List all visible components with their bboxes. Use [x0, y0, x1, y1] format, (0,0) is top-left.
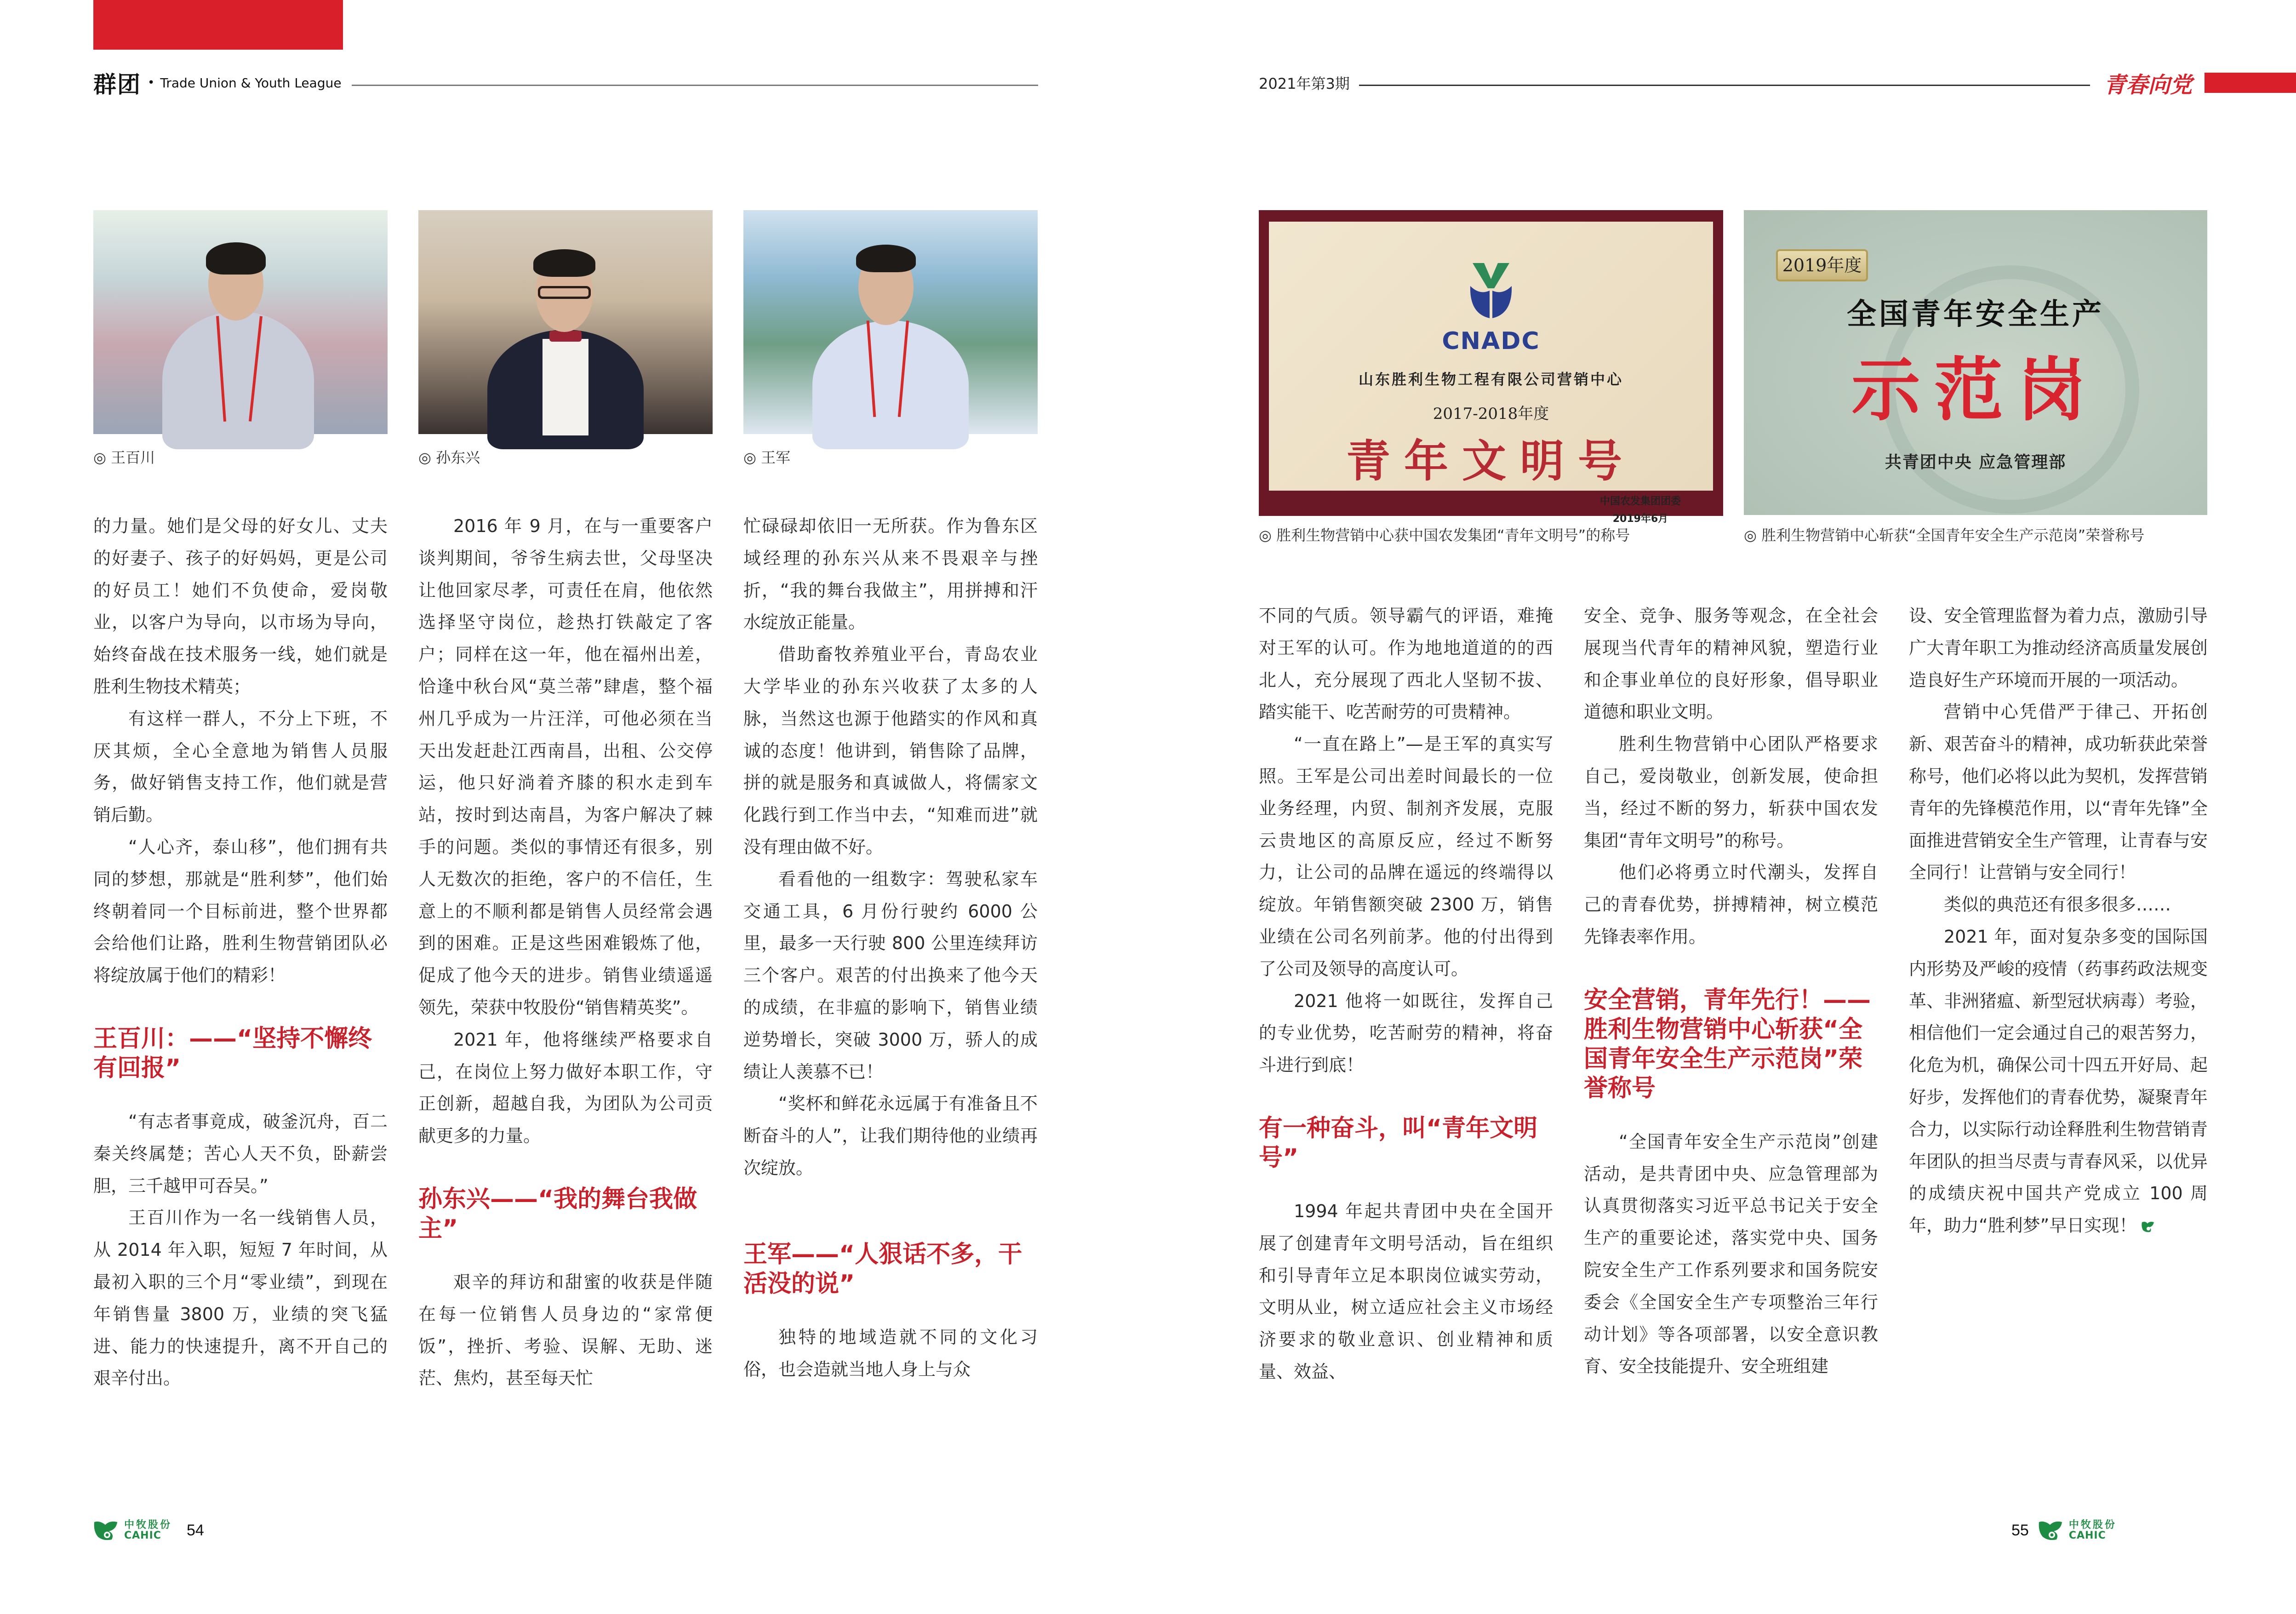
- text-span: 忙: [743, 516, 762, 536]
- paragraph: 胜利生物营销中心团队严格要求自己，爱岗敬业，创新发展，使命担当，经过不断的努力，斩获中国农发集团“青年文明号”的称号。: [1584, 734, 1878, 851]
- issuer-name: 中国农发集团团委: [1599, 496, 1681, 507]
- article-column-6: [1909, 600, 2208, 1242]
- paragraph: 看看他的一组数字：驾驶私家车交通工具，6 月份行驶约 6000 公里，最多一天行驶 800 公里连续拜访三个客户。艰苦的付出换来了他今天的成绩，在非瘟的影响下，销售业绩逆势增长，突破 3000 万，骄人的成绩让人羡慕不已！: [743, 869, 1038, 1082]
- paragraph: 类似的典范还有很多很多……: [1944, 894, 2171, 915]
- paragraph: [743, 510, 1038, 639]
- paragraph: 1994 年起共青团中央在全国开展了创建青年文明号活动，旨在组织和引导青年立足本职岗位诚实劳动，文明从业，树立适应社会主义市场经济要求的敬业意识、创业精神和质量、效益、: [1259, 1201, 1553, 1382]
- certificate-issuer: 共青团中央 应急管理部: [1885, 453, 2067, 472]
- paragraph: 2016 年 9 月，在与一重要客户谈判期间，爷爷生病去世，父母坚决让他回家尽孝，可责任在肩，他依然选择坚守岗位，趁热打铁敲定了客户；同样在这一年，他在福州出差，恰逢中秋台风“莫兰蒂”肆虐，整个福州几乎成为一片汪洋，可他必须在当天出发赶赴江西南昌，出租、公交停运，他只好淌着齐膝的积水走到车站，按时到达南昌，为客户解决了棘手的问题。类似的事情还有很多，别人无数次的拒绝，客户的不信任，生意上的不顺利都是销售人员经常会遇到的困难。正是这些困难锻炼了他，促成了他今天的进步。销售业绩遥遥领先，荣获中牧股份“销售精英奖”。: [418, 516, 713, 1018]
- article-column-5: [1584, 600, 1878, 1383]
- paragraph: 借助畜牧养殖业平台，青岛农业大学毕业的孙东兴收获了太多的人脉，当然这也源于他踏实的作风和真诚的态度！他讲到，销售除了品牌，拼的就是服务和真诚做人，将儒家文化践行到工作当中去，“知难而进”就没有理由做不好。: [743, 644, 1038, 857]
- certificate-logo-text: CNADC: [1442, 327, 1540, 355]
- logo-cn: 中牧股份: [2068, 1519, 2117, 1531]
- certificate-title: 青年文明号: [1346, 435, 1636, 487]
- photo-wang-jun: [743, 210, 1038, 434]
- paragraph: 营销中心凭借严于律己、开拓创新、艰苦奋斗的精神，成功斩获此荣誉称号，他们必将以此为契机，发挥营销青年的先锋模范作用，以“青年先锋”全面推进营销安全生产管理，让青春与安全同行！让营销与安全同行！: [1909, 702, 2208, 883]
- company-logo-text: [2069, 1520, 2117, 1541]
- column-title: 青春向党: [2103, 72, 2192, 98]
- paragraph: 王百川作为一名一线销售人员，从 2014 年入职，短短 7 年时间，从最初入职的三个月“零业绩”，到现在年销售量 3800 万，业绩的突飞猛进、能力的快速提升，离不开自己的艰辛付出。: [93, 1208, 388, 1389]
- certificate-title-line1: 全国青年安全生产: [1847, 297, 2104, 332]
- section-heading-wang-jun: 王军——“人狠话不多，干活没的说”: [743, 1240, 1022, 1298]
- running-head-left: [93, 64, 1038, 101]
- certificate-safety-model-post: [1744, 210, 2207, 515]
- article-column-2: [418, 510, 713, 1395]
- paragraph: 2021 年，他将继续严格要求自己，在岗位上努力做好本职工作，守正创新，超越自我，为团队为公司贡献更多的力量。: [418, 1029, 713, 1146]
- paragraph: [1909, 921, 2208, 1242]
- section-title: 群团: [93, 71, 141, 98]
- header-rule: [1359, 85, 2090, 86]
- section-heading-wang-baichuan: 王百川：——“坚持不懈终有回报”: [93, 1024, 372, 1082]
- paragraph: 独特的地域造就不同的文化习俗，也会造就当地人身上与众: [743, 1327, 1038, 1379]
- paragraph: 设、安全管理监督为着力点，激励引导广大青年职工为推动经济高质量发展创造良好生产环境而开展的一项活动。: [1909, 606, 2208, 690]
- cahic-logo-icon: [93, 1520, 119, 1541]
- photo-wang-baichuan: [93, 210, 388, 434]
- paragraph: 的力量。她们是父母的好女儿、丈夫的好妻子、孩子的好妈妈，更是公司的好员工！她们不负使命，爱岗敬业，以客户为导向，以市场为导向，始终奋战在技术服务一线，她们就是胜利生物技术精英；: [93, 516, 388, 697]
- paragraph: 他们必将勇立时代潮头，发挥自己的青春优势，拼搏精神，树立模范先锋表率作用。: [1584, 862, 1878, 947]
- paragraph: “奖杯和鲜花永远属于有准备且不断奋斗的人”，让我们期待他的业绩再次绽放。: [743, 1093, 1038, 1178]
- article-column-1: [93, 510, 388, 1395]
- photo-sun-dongxing: [418, 210, 713, 434]
- header-rule: [352, 85, 1038, 86]
- running-head-right: [1259, 64, 2192, 101]
- paragraph: “一直在路上”—是王军的真实写照。王军是公司出差时间最长的一位业务经理，内贸、制剂齐发展，克服云贵地区的高原反应，经过不断努力，让公司的品牌在遥远的终端得以绽放。年销售额突破 2300 万，销售业绩在公司名列前茅。他的付出得到了公司及领导的高度认可。: [1259, 734, 1553, 979]
- paragraph: 2021 他将一如既往，发挥自己的专业优势，吃苦耐劳的精神，将奋斗进行到底！: [1259, 990, 1553, 1076]
- certificate-organization: 山东胜利生物工程有限公司营销中心: [1358, 371, 1623, 388]
- section-heading-sun-dongxing: 孙东兴——“我的舞台我做主”: [418, 1185, 697, 1242]
- section-subtitle: Trade Union & Youth League: [160, 75, 342, 91]
- year-badge: 2019年度: [1776, 249, 1868, 281]
- text-span: 碌碌却依旧一无所获。作为鲁东区域经理的孙东兴从来不畏艰辛与挫折，“我的舞台我做主”，用拼搏和汗水绽放正能量。: [743, 516, 1038, 633]
- photo-caption: ◎ 孙东兴: [418, 449, 480, 466]
- end-mark-logo-icon: [2141, 1221, 2155, 1233]
- certificate-caption: ◎ 胜利生物营销中心获中国农发集团“青年文明号”的称号: [1259, 527, 1630, 544]
- text-span: 2021 年，面对复杂多变的国际国内形势及严峻的疫情（药事药政法规变革、非洲猪瘟、新型冠状病毒）考验，相信他们一定会通过自己的艰苦努力，化危为机，确保公司十四五开好局、起好步，发挥他们的青春优势，凝聚青年合力，以实际行动诠释胜利生物营销青年团队的担当尽责与青春风采，以优异的成绩庆祝中国共产党成立 100 周年，助力“胜利梦”早日实现！: [1909, 926, 2208, 1236]
- photo-caption: ◎ 王百川: [93, 449, 155, 466]
- certificate-title-line2: 示范岗: [1851, 349, 2100, 430]
- separator-dot: •: [148, 76, 155, 90]
- logo-en: CAHIC: [2068, 1530, 2106, 1541]
- section-heading-safety-marketing: 安全营销，青年先行！——胜利生物营销中心斩获“全国青年安全生产示范岗”荣誉称号: [1584, 986, 1871, 1102]
- logo-cn: 中牧股份: [124, 1519, 172, 1531]
- company-logo-text: [124, 1520, 172, 1541]
- page-number: 54: [187, 1521, 204, 1539]
- article-column-3: [743, 510, 1038, 1385]
- section-heading-youth-civilization: 有一种奋斗，叫“青年文明号”: [1259, 1114, 1538, 1172]
- page-number: 55: [2011, 1521, 2029, 1539]
- cahic-logo-icon: [2038, 1520, 2063, 1541]
- red-tab-decoration: [93, 0, 343, 50]
- certificate-caption: ◎ 胜利生物营销中心斩获“全国青年安全生产示范岗”荣誉称号: [1744, 527, 2145, 544]
- footer-right: [2002, 1520, 2122, 1541]
- photo-caption: ◎ 王军: [743, 449, 791, 466]
- logo-en: CAHIC: [124, 1530, 161, 1541]
- footer-left: [93, 1520, 213, 1541]
- paragraph: “有志者事竟成，破釜沉舟，百二秦关终属楚；苦心人天不负，卧薪尝胆，三千越甲可吞吴。”: [93, 1111, 388, 1196]
- cnadc-logo-icon: [1466, 254, 1516, 323]
- red-tab-decoration: [2205, 73, 2296, 93]
- certificate-youth-civilization: [1259, 210, 1723, 525]
- issue-date: 2019年6月: [1612, 513, 1668, 525]
- paragraph: 不同的气质。领导霸气的评语，难掩对王军的认可。作为地地道道的的西北人，充分展现了西北人坚韧不拔、踏实能干、吃苦耐劳的可贵精神。: [1259, 606, 1553, 722]
- paragraph: 安全、竞争、服务等观念，在全社会展现当代青年的精神风貌，塑造行业和企事业单位的良好形象，倡导职业道德和职业文明。: [1584, 606, 1878, 722]
- paragraph: 有这样一群人，不分上下班，不厌其烦，全心全意地为销售人员服务，做好销售支持工作，他们就是营销后勤。: [93, 708, 388, 825]
- certificate-issuer: [1600, 493, 1681, 528]
- paragraph: “人心齐，泰山移”，他们拥有共同的梦想，那就是“胜利梦”，他们始终朝着同一个目标前进，整个世界都会给他们让路，胜利生物营销团队必将绽放属于他们的精彩！: [93, 836, 388, 986]
- certificate-year: 2017-2018年度: [1433, 405, 1549, 423]
- paragraph: “全国青年安全生产示范岗”创建活动，是共青团中央、应急管理部为认真贯彻落实习近平总书记关于安全生产的重要论述，落实党中央、国务院安全生产工作系列要求和国务院安委会《全国安全生产专项整治三年行动计划》等各项部署，以安全意识教育、安全技能提升、安全班组建: [1584, 1131, 1878, 1377]
- article-column-4: [1259, 600, 1553, 1388]
- issue-label: 2021年第3期: [1259, 75, 1350, 92]
- paragraph: 艰辛的拜访和甜蜜的收获是伴随在每一位销售人员身边的“家常便饭”，挫折、考验、误解、无助、迷茫、焦灼，甚至每天忙: [418, 1271, 713, 1389]
